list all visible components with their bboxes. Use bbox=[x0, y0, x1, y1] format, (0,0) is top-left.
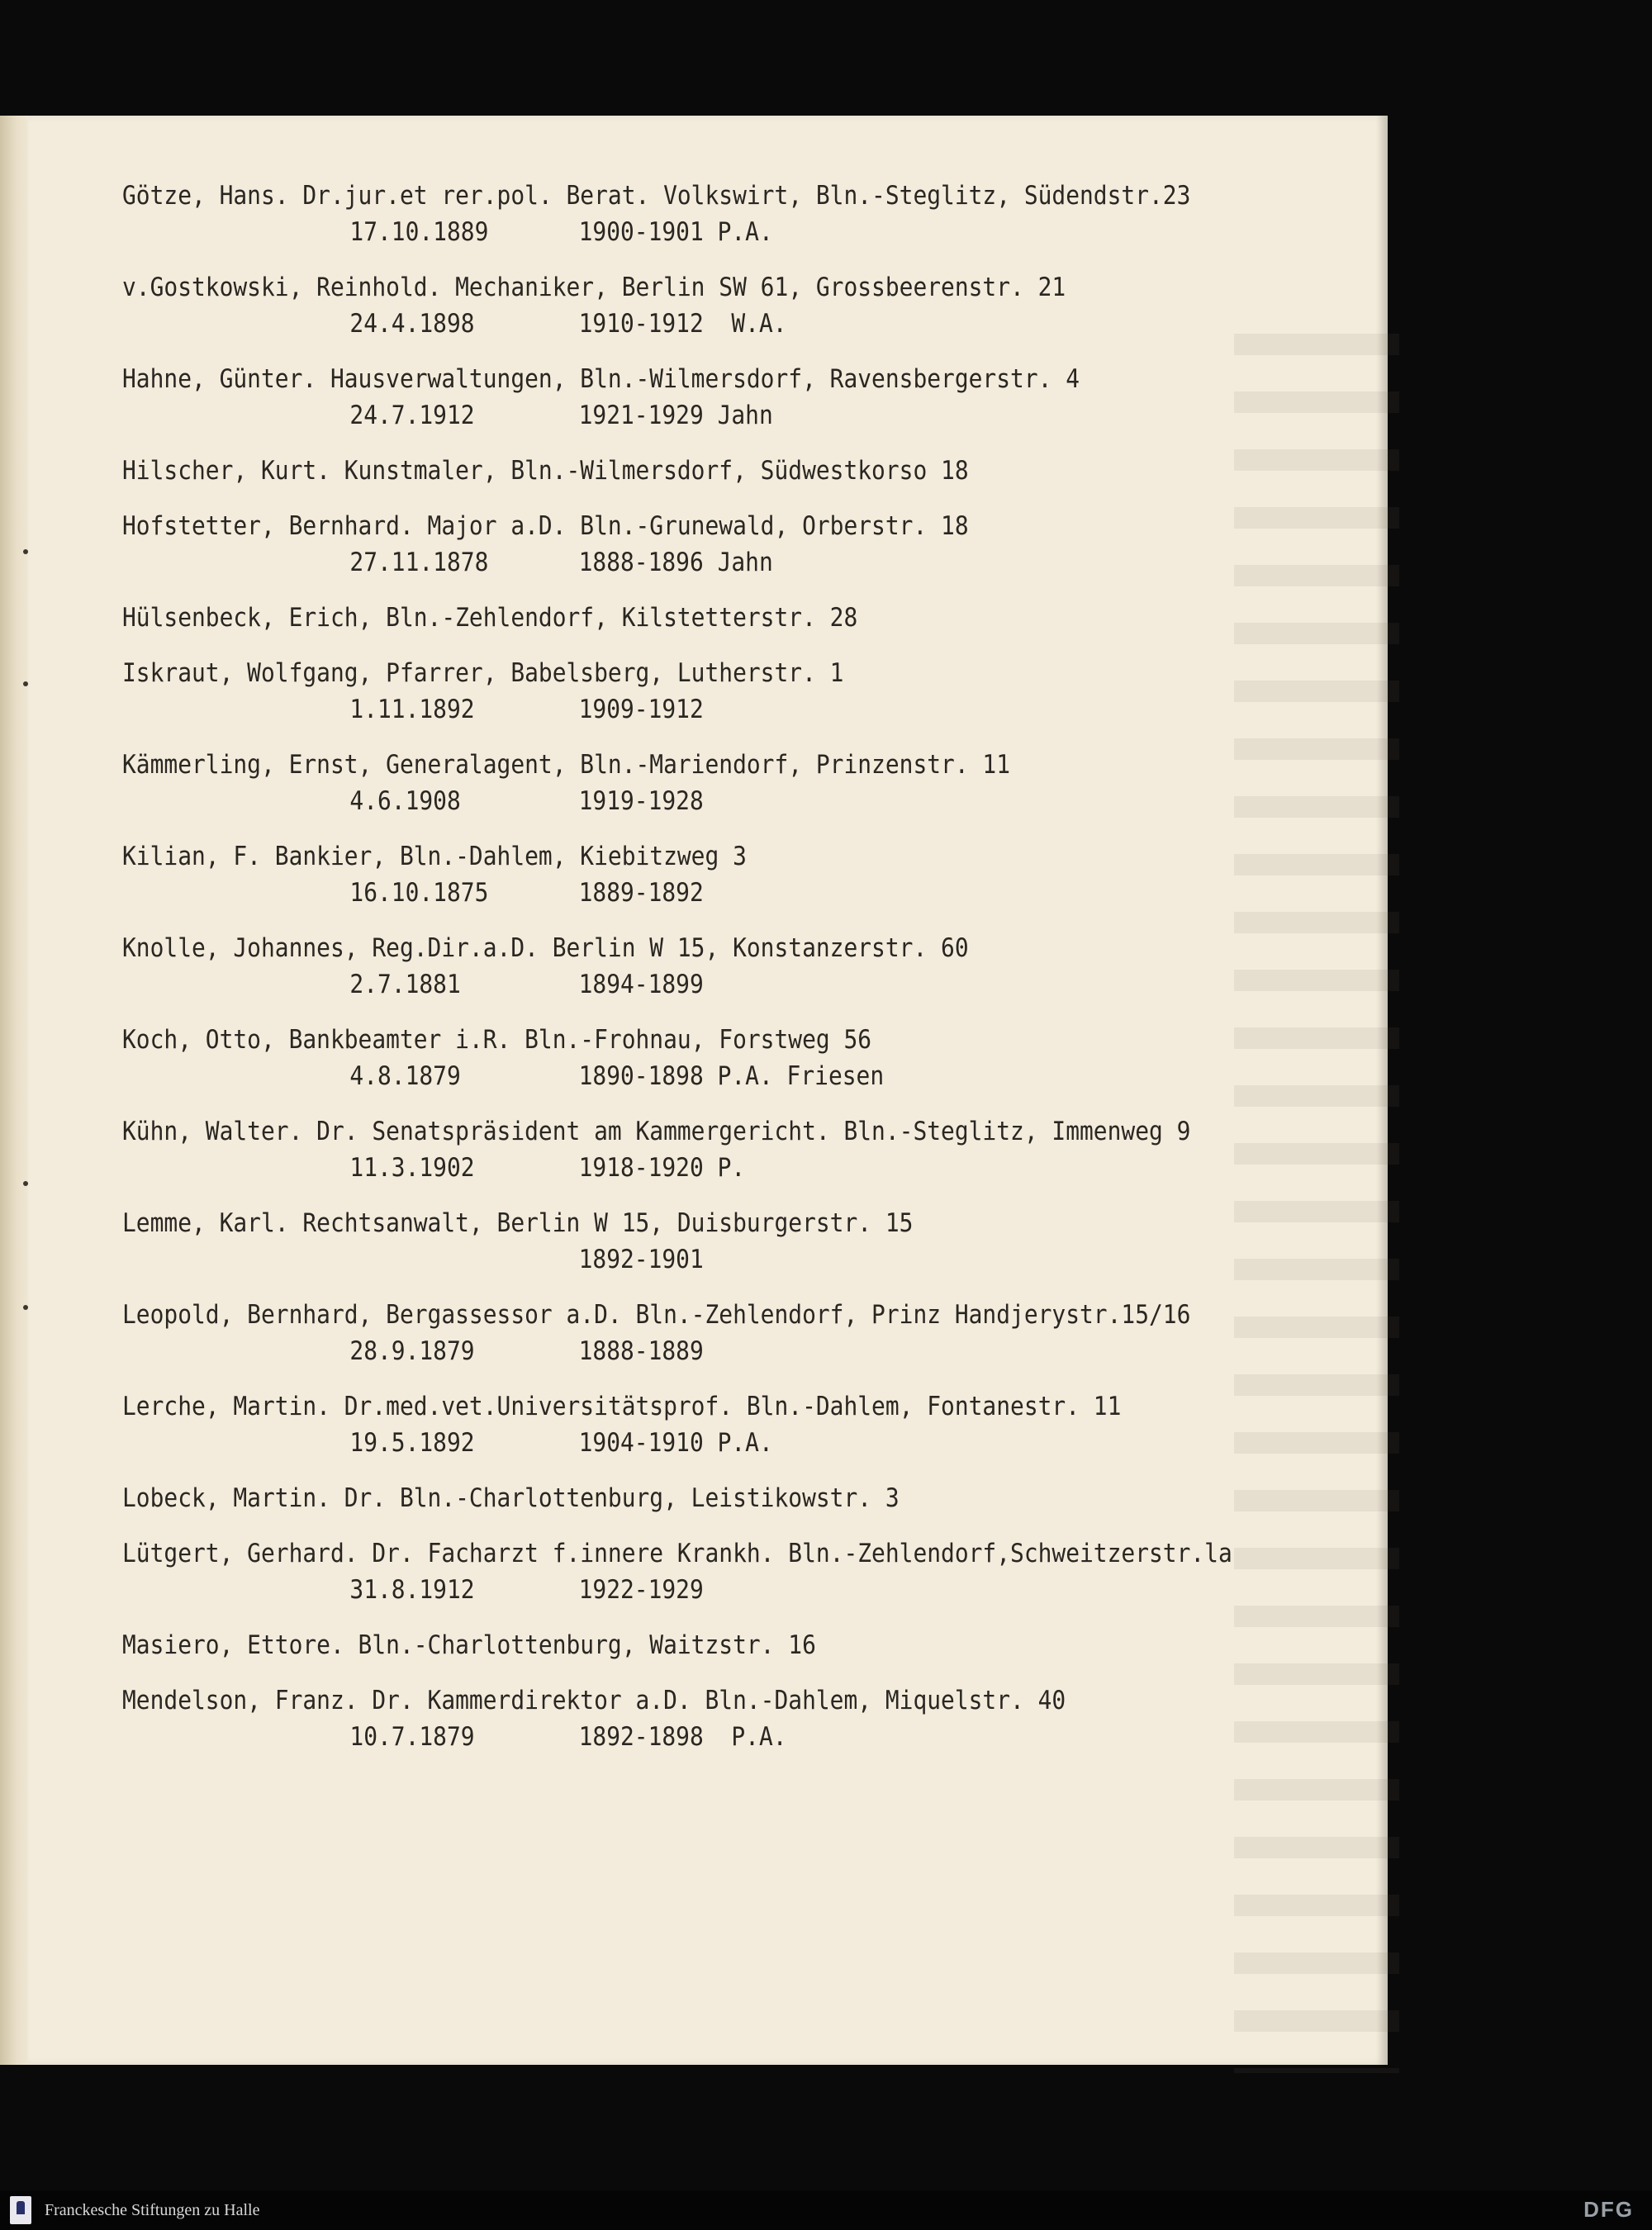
institution-name: Franckesche Stiftungen zu Halle bbox=[45, 2200, 260, 2219]
entry-detail-line bbox=[122, 397, 1232, 434]
entry-name-line: Lütgert, Gerhard. Dr. Facharzt f.innere Krankh. Bln.-Zehlendorf,Schweitzerstr.la bbox=[122, 1539, 1232, 1568]
entry-name-line: Knolle, Johannes, Reg.Dir.a.D. Berlin W 15, Konstanzerstr. 60 bbox=[122, 933, 969, 963]
entry-detail-line bbox=[122, 1333, 1232, 1369]
list-item bbox=[122, 655, 1232, 728]
entry-name-line: Kühn, Walter. Dr. Senatspräsident am Kammergericht. Bln.-Steglitz, Immenweg 9 bbox=[122, 1117, 1191, 1146]
attendance-note: 1900-1901 P.A. bbox=[578, 217, 773, 247]
list-item bbox=[122, 1388, 1232, 1461]
entry-detail-line bbox=[122, 783, 1232, 819]
entry-name-line: Mendelson, Franz. Dr. Kammerdirektor a.D. Bln.-Dahlem, Miquelstr. 40 bbox=[122, 1686, 1066, 1715]
entry-name-line: Masiero, Ettore. Bln.-Charlottenburg, Waitzstr. 16 bbox=[122, 1630, 816, 1660]
birth-date: 28.9.1879 bbox=[349, 1336, 475, 1366]
attendance-note: 1894-1899 bbox=[578, 970, 704, 999]
entry-detail-line bbox=[122, 875, 1232, 911]
entry-detail-line bbox=[122, 1572, 1232, 1608]
attendance-note: 1922-1929 bbox=[578, 1575, 704, 1605]
attendance-note: 1889-1892 bbox=[578, 878, 704, 908]
list-item bbox=[122, 508, 1232, 581]
birth-date: 2.7.1881 bbox=[349, 970, 461, 999]
attendance-note: 1892-1901 bbox=[578, 1245, 704, 1274]
entry-name-line: Lerche, Martin. Dr.med.vet.Universitätsprof. Bln.-Dahlem, Fontanestr. 11 bbox=[122, 1392, 1122, 1421]
list-item bbox=[122, 1113, 1232, 1186]
entry-name-line: Leopold, Bernhard, Bergassessor a.D. Bln.-Zehlendorf, Prinz Handjerystr.15/16 bbox=[122, 1300, 1191, 1330]
page-left-edge bbox=[0, 116, 28, 2065]
entry-name-line: Lobeck, Martin. Dr. Bln.-Charlottenburg, Leistikowstr. 3 bbox=[122, 1483, 900, 1513]
entry-detail-line bbox=[122, 1425, 1232, 1461]
entry-name-line: Kämmerling, Ernst, Generalagent, Bln.-Mariendorf, Prinzenstr. 11 bbox=[122, 750, 1011, 780]
attendance-note: 1892-1898 P.A. bbox=[578, 1722, 787, 1752]
member-list bbox=[122, 178, 1232, 1774]
list-item bbox=[122, 838, 1232, 911]
entry-name-line: v.Gostkowski, Reinhold. Mechaniker, Berlin SW 61, Grossbeerenstr. 21 bbox=[122, 273, 1066, 302]
entry-detail-line bbox=[122, 306, 1232, 342]
birth-date: 1.11.1892 bbox=[349, 695, 475, 724]
list-item bbox=[122, 1205, 1232, 1278]
list-item bbox=[122, 1480, 1232, 1516]
entry-name-line: Hofstetter, Bernhard. Major a.D. Bln.-Grunewald, Orberstr. 18 bbox=[122, 511, 969, 541]
entry-name-line: Lemme, Karl. Rechtsanwalt, Berlin W 15, Duisburgerstr. 15 bbox=[122, 1208, 914, 1238]
entry-detail-line bbox=[122, 1241, 1232, 1278]
entry-name-line: Hahne, Günter. Hausverwaltungen, Bln.-Wilmersdorf, Ravensbergerstr. 4 bbox=[122, 364, 1080, 394]
attendance-note: 1919-1928 bbox=[578, 786, 704, 816]
birth-date: 17.10.1889 bbox=[349, 217, 489, 247]
list-item bbox=[122, 178, 1232, 250]
entry-detail-line bbox=[122, 1058, 1232, 1094]
list-item bbox=[122, 1535, 1232, 1608]
birth-date: 16.10.1875 bbox=[349, 878, 489, 908]
list-item bbox=[122, 1682, 1232, 1755]
birth-date: 10.7.1879 bbox=[349, 1722, 475, 1752]
birth-date: 31.8.1912 bbox=[349, 1575, 475, 1605]
attendance-note: 1904-1910 P.A. bbox=[578, 1428, 773, 1458]
entry-detail-line bbox=[122, 214, 1232, 250]
entry-detail-line bbox=[122, 966, 1232, 1003]
list-item bbox=[122, 361, 1232, 434]
attendance-note: 1921-1929 Jahn bbox=[578, 401, 773, 430]
entry-name-line: Götze, Hans. Dr.jur.et rer.pol. Berat. Volkswirt, Bln.-Steglitz, Südendstr.23 bbox=[122, 181, 1191, 211]
list-item bbox=[122, 600, 1232, 636]
attendance-note: 1918-1920 P. bbox=[578, 1153, 746, 1183]
attendance-note: 1890-1898 P.A. Friesen bbox=[578, 1061, 885, 1091]
entry-name-line: Hülsenbeck, Erich, Bln.-Zehlendorf, Kilstetterstr. 28 bbox=[122, 603, 858, 633]
birth-date: 19.5.1892 bbox=[349, 1428, 475, 1458]
entry-detail-line bbox=[122, 1719, 1232, 1755]
dfg-badge: DFG bbox=[1583, 2197, 1634, 2222]
entry-detail-line bbox=[122, 1150, 1232, 1186]
birth-date: 4.8.1879 bbox=[349, 1061, 461, 1091]
entry-detail-line bbox=[122, 691, 1232, 728]
entry-detail-line bbox=[122, 544, 1232, 581]
entry-name-line: Iskraut, Wolfgang, Pfarrer, Babelsberg, Lutherstr. 1 bbox=[122, 658, 844, 688]
attendance-note: 1909-1912 bbox=[578, 695, 704, 724]
entry-name-line: Koch, Otto, Bankbeamter i.R. Bln.-Frohnau, Forstweg 56 bbox=[122, 1025, 872, 1055]
entry-name-line: Hilscher, Kurt. Kunstmaler, Bln.-Wilmersdorf, Südwestkorso 18 bbox=[122, 456, 969, 486]
birth-date: 27.11.1878 bbox=[349, 548, 489, 577]
attendance-note: 1888-1896 Jahn bbox=[578, 548, 773, 577]
list-item bbox=[122, 1627, 1232, 1663]
list-item bbox=[122, 1022, 1232, 1094]
attendance-note: 1888-1889 bbox=[578, 1336, 704, 1366]
list-item bbox=[122, 453, 1232, 489]
list-item bbox=[122, 269, 1232, 342]
birth-date: 24.4.1898 bbox=[349, 309, 475, 339]
list-item bbox=[122, 747, 1232, 819]
birth-date: 4.6.1908 bbox=[349, 786, 461, 816]
footer-bar bbox=[0, 2190, 1652, 2230]
attendance-note: 1910-1912 W.A. bbox=[578, 309, 787, 339]
list-item bbox=[122, 1297, 1232, 1369]
birth-date: 24.7.1912 bbox=[349, 401, 475, 430]
birth-date: 11.3.1902 bbox=[349, 1153, 475, 1183]
entry-name-line: Kilian, F. Bankier, Bln.-Dahlem, Kiebitzweg 3 bbox=[122, 842, 747, 871]
institution-logo-icon bbox=[7, 2194, 35, 2227]
list-item bbox=[122, 930, 1232, 1003]
show-through-text bbox=[1234, 297, 1399, 2073]
